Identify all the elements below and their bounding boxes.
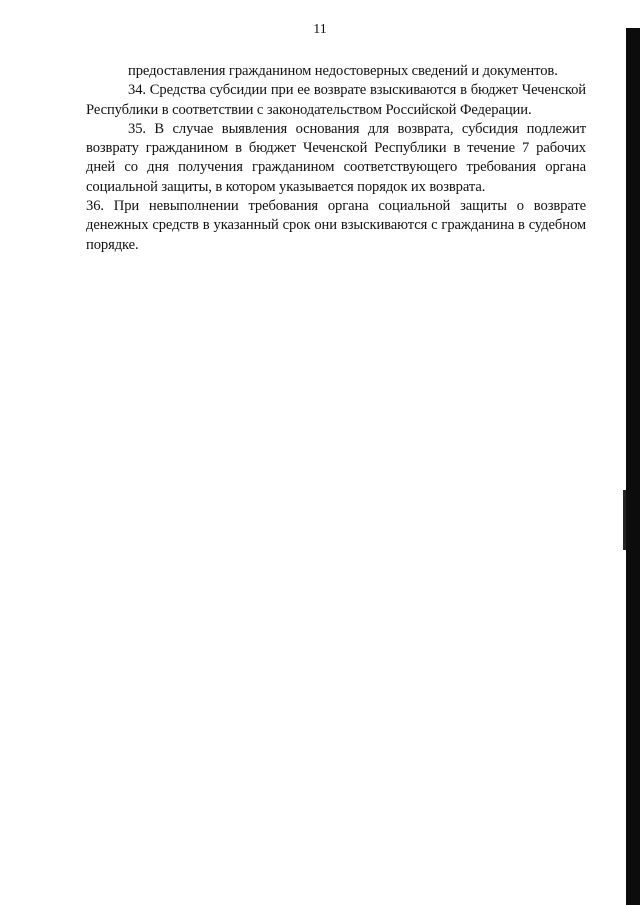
document-body [86, 62, 586, 255]
paragraph-36: 36. При невыполнении требования органа социальной защиты о возврате денежных средств в указанный срок они взыскиваются с гражданина в судебном порядке. [86, 198, 586, 253]
paragraph-34: 34. Средства субсидии при ее возврате взыскиваются в бюджет Чеченской Республики в соответствии с законодательством Российской Федерации. [86, 82, 586, 118]
paragraph-35: 35. В случае выявления основания для возврата, субсидия подлежит возврату гражданином в бюджет Чеченской Республики в течение 7 рабочих дней со дня получения гражданином соответствующего требования органа социальной защиты, в котором указывается порядок их возврата. [86, 120, 586, 195]
paragraph-continuation: предоставления гражданином недостоверных сведений и документов. [128, 63, 558, 79]
scan-edge-mark [623, 490, 626, 550]
scan-edge-shadow [626, 28, 640, 905]
page-number: 11 [313, 22, 327, 37]
